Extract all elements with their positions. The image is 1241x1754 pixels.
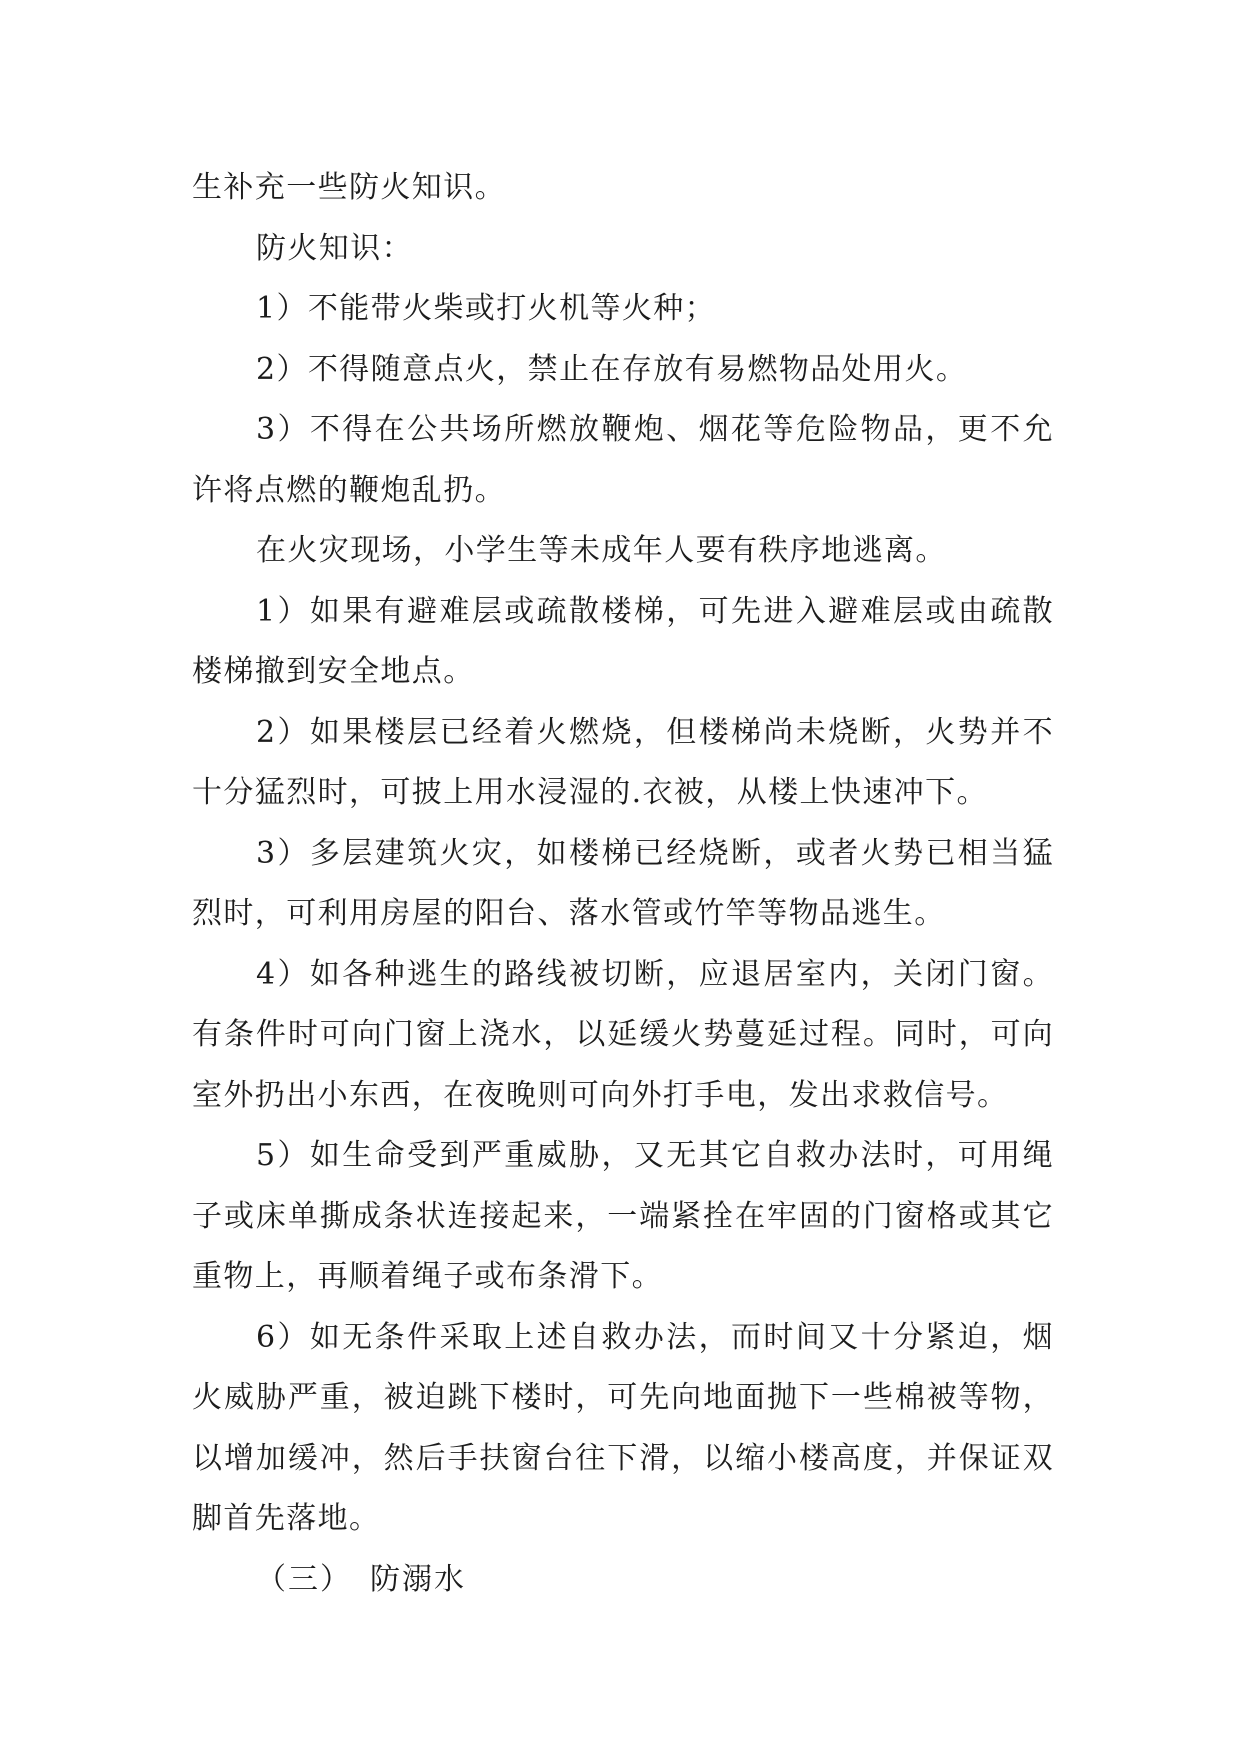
list-item: 3）多层建筑火灾，如楼梯已经烧断，或者火势已相当猛烈时，可利用房屋的阳台、落水管或竹竿等物品逃生。 bbox=[192, 835, 1054, 931]
paragraph: 在火灾现场，小学生等未成年人要有秩序地逃离。 bbox=[256, 533, 947, 568]
section-heading-number: （三） bbox=[256, 1561, 352, 1597]
paragraph: 生补充一些防火知识。 bbox=[192, 170, 506, 205]
document-body bbox=[192, 158, 1054, 1610]
list-item: 1）不能带火柴或打火机等火种； bbox=[256, 291, 717, 326]
list-item: 1）如果有避难层或疏散楼梯，可先进入避难层或由疏散楼梯撤到安全地点。 bbox=[192, 593, 1054, 689]
list-item: 2）不得随意点火，禁止在存放有易燃物品处用火。 bbox=[256, 351, 968, 387]
list-item: 3）不得在公共场所燃放鞭炮、烟花等危险物品，更不允许将点燃的鞭炮乱扔。 bbox=[192, 412, 1054, 508]
section-heading-title: 防溺水 bbox=[370, 1561, 466, 1597]
paragraph: 防火知识： bbox=[256, 230, 413, 266]
list-item: 5）如生命受到严重威胁，又无其它自救办法时，可用绳子或床单撕成条状连接起来，一端紧拴在牢固的门窗格或其它重物上，再顺着绳子或布条滑下。 bbox=[192, 1138, 1054, 1294]
list-item: 6）如无条件采取上述自救办法，而时间又十分紧迫，烟火威胁严重，被迫跳下楼时，可先向地面抛下一些棉被等物，以增加缓冲，然后手扶窗台往下滑，以缩小楼高度，并保证双脚首先落地。 bbox=[192, 1319, 1054, 1536]
list-item: 4）如各种逃生的路线被切断，应退居室内，关闭门窗。有条件时可向门窗上浇水，以延缓火势蔓延过程。同时，可向室外扔出小东西，在夜晚则可向外打手电，发出求救信号。 bbox=[192, 956, 1054, 1113]
section-heading bbox=[192, 1550, 1054, 1611]
list-item: 2）如果楼层已经着火燃烧，但楼梯尚未烧断，火势并不十分猛烈时，可披上用水浸湿的.衣被，从楼上快速冲下。 bbox=[192, 714, 1054, 810]
